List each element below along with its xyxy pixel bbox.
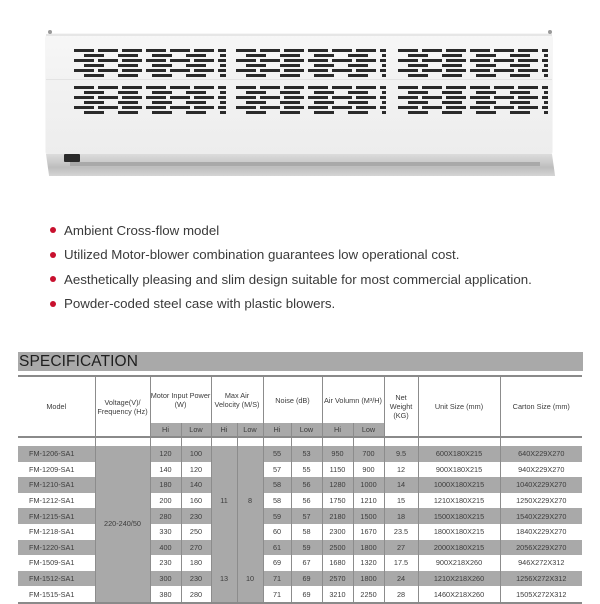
control-switch-icon bbox=[64, 154, 80, 162]
air-curtain-housing bbox=[46, 34, 552, 154]
grille-slot-row bbox=[398, 106, 548, 109]
cell-power-low: 250 bbox=[181, 524, 211, 540]
grille-slot-row bbox=[398, 86, 548, 89]
cell-carton-size: 1256X272X312 bbox=[500, 571, 582, 587]
cell-unit-size: 1000X180X215 bbox=[418, 477, 500, 493]
mount-screw-icon bbox=[548, 30, 552, 34]
grille-slot-row bbox=[398, 74, 548, 77]
cell-volume-low: 1670 bbox=[353, 524, 384, 540]
outlet-louver bbox=[70, 162, 540, 166]
cell-carton-size: 1040X229X270 bbox=[500, 477, 582, 493]
cell-volume-low: 700 bbox=[353, 446, 384, 462]
cell-net-weight: 15 bbox=[384, 493, 418, 509]
cell-unit-size: 600X180X215 bbox=[418, 446, 500, 462]
subheader-velocity-hi: Hi bbox=[211, 423, 237, 437]
cell-volume-hi: 2570 bbox=[322, 571, 353, 587]
grille-slot-row bbox=[74, 69, 226, 72]
intake-grille bbox=[398, 86, 548, 120]
grille-slot-row bbox=[236, 106, 386, 109]
cell-carton-size: 946X272X312 bbox=[500, 555, 582, 571]
bullet-icon bbox=[50, 301, 56, 307]
grille-slot-row bbox=[236, 64, 386, 67]
grille-slot-row bbox=[398, 101, 548, 104]
header-voltage: Voltage(V)/ Frequency (Hz) bbox=[95, 376, 150, 437]
subheader-power-hi: Hi bbox=[150, 423, 181, 437]
grille-slot-row bbox=[236, 54, 386, 57]
cell-noise-hi: 69 bbox=[263, 555, 291, 571]
grille-slot-row bbox=[236, 69, 386, 72]
cell-velocity-hi: 13 bbox=[211, 555, 237, 603]
cell-noise-low: 59 bbox=[291, 540, 322, 556]
cell-noise-low: 58 bbox=[291, 524, 322, 540]
housing-top-edge bbox=[46, 34, 552, 36]
cell-model: FM-1220-SA1 bbox=[18, 540, 95, 556]
bullet-icon bbox=[50, 252, 56, 258]
header-motor-power: Motor Input Power (W) bbox=[150, 376, 211, 423]
cell-noise-hi: 55 bbox=[263, 446, 291, 462]
cell-power-low: 160 bbox=[181, 493, 211, 509]
cell-power-low: 100 bbox=[181, 446, 211, 462]
cell-noise-hi: 71 bbox=[263, 571, 291, 587]
spec-title: SPECIFICATION bbox=[18, 352, 583, 371]
cell-unit-size: 1500X180X215 bbox=[418, 508, 500, 524]
cell-volume-hi: 1150 bbox=[322, 462, 353, 478]
grille-slot-row bbox=[236, 111, 386, 114]
cell-volume-hi: 1750 bbox=[322, 493, 353, 509]
grille-slot-row bbox=[398, 64, 548, 67]
subheader-volume-hi: Hi bbox=[322, 423, 353, 437]
cell-net-weight: 17.5 bbox=[384, 555, 418, 571]
cell-velocity-low: 10 bbox=[237, 555, 263, 603]
cell-power-hi: 230 bbox=[150, 555, 181, 571]
cell-noise-low: 56 bbox=[291, 477, 322, 493]
cell-power-hi: 120 bbox=[150, 446, 181, 462]
cell-power-hi: 200 bbox=[150, 493, 181, 509]
subheader-noise-low: Low bbox=[291, 423, 322, 437]
cell-power-hi: 330 bbox=[150, 524, 181, 540]
cell-volume-hi: 1680 bbox=[322, 555, 353, 571]
spec-table-body bbox=[18, 437, 582, 603]
cell-volume-hi: 2300 bbox=[322, 524, 353, 540]
cell-volume-hi: 2180 bbox=[322, 508, 353, 524]
cell-net-weight: 27 bbox=[384, 540, 418, 556]
header-carton-size: Carton Size (mm) bbox=[500, 376, 582, 437]
cell-net-weight: 12 bbox=[384, 462, 418, 478]
feature-text: Powder-coded steel case with plastic blowers. bbox=[64, 296, 336, 312]
housing-seam bbox=[46, 79, 552, 80]
intake-grille bbox=[74, 49, 226, 79]
cell-power-hi: 280 bbox=[150, 508, 181, 524]
header-max-air-velocity: Max Air Velocity (M/S) bbox=[211, 376, 263, 423]
cell-net-weight: 18 bbox=[384, 508, 418, 524]
cell-noise-hi: 58 bbox=[263, 477, 291, 493]
cell-power-hi: 400 bbox=[150, 540, 181, 556]
feature-list bbox=[50, 218, 532, 316]
cell-noise-low: 55 bbox=[291, 462, 322, 478]
cell-noise-hi: 60 bbox=[263, 524, 291, 540]
cell-volume-low: 1320 bbox=[353, 555, 384, 571]
subheader-velocity-low: Low bbox=[237, 423, 263, 437]
cell-noise-hi: 58 bbox=[263, 493, 291, 509]
cell-power-low: 230 bbox=[181, 508, 211, 524]
cell-volume-hi: 3210 bbox=[322, 586, 353, 603]
cell-power-hi: 380 bbox=[150, 586, 181, 603]
cell-noise-hi: 71 bbox=[263, 586, 291, 603]
grille-slot-row bbox=[74, 86, 226, 89]
subheader-noise-hi: Hi bbox=[263, 423, 291, 437]
grille-slot-row bbox=[398, 91, 548, 94]
cell-net-weight: 23.5 bbox=[384, 524, 418, 540]
cell-model: FM-1210-SA1 bbox=[18, 477, 95, 493]
grille-slot-row bbox=[236, 49, 386, 52]
grille-slot-row bbox=[398, 111, 548, 114]
grille-slot-row bbox=[236, 59, 386, 62]
cell-unit-size: 2000X180X215 bbox=[418, 540, 500, 556]
spacer-row bbox=[18, 437, 582, 446]
grille-slot-row bbox=[74, 54, 226, 57]
feature-item bbox=[50, 243, 532, 268]
cell-power-hi: 300 bbox=[150, 571, 181, 587]
grille-slot-row bbox=[74, 74, 226, 77]
subheader-power-low: Low bbox=[181, 423, 211, 437]
grille-slot-row bbox=[74, 106, 226, 109]
grille-slot-row bbox=[74, 91, 226, 94]
cell-voltage: 220-240/50 bbox=[95, 446, 150, 603]
feature-item bbox=[50, 267, 532, 292]
header-model: Model bbox=[46, 402, 67, 411]
cell-power-low: 120 bbox=[181, 462, 211, 478]
cell-unit-size: 1210X218X260 bbox=[418, 571, 500, 587]
header-air-volume: Air Volumn (M³/H) bbox=[322, 376, 384, 423]
subheader-volume-low: Low bbox=[353, 423, 384, 437]
cell-power-hi: 180 bbox=[150, 477, 181, 493]
grille-slot-row bbox=[398, 54, 548, 57]
grille-slot-row bbox=[398, 69, 548, 72]
cell-volume-low: 1800 bbox=[353, 540, 384, 556]
grille-slot-row bbox=[74, 49, 226, 52]
cell-power-hi: 140 bbox=[150, 462, 181, 478]
feature-item bbox=[50, 218, 532, 243]
cell-power-low: 180 bbox=[181, 555, 211, 571]
cell-carton-size: 640X229X270 bbox=[500, 446, 582, 462]
feature-item bbox=[50, 292, 532, 317]
cell-net-weight: 24 bbox=[384, 571, 418, 587]
mount-screw-icon bbox=[48, 30, 52, 34]
grille-slot-row bbox=[74, 96, 226, 99]
intake-grille bbox=[236, 86, 386, 120]
bullet-icon bbox=[50, 276, 56, 282]
grille-slot-row bbox=[398, 49, 548, 52]
grille-slot-row bbox=[74, 59, 226, 62]
cell-power-low: 140 bbox=[181, 477, 211, 493]
cell-model: FM-1212-SA1 bbox=[18, 493, 95, 509]
cell-model: FM-1218-SA1 bbox=[18, 524, 95, 540]
cell-carton-size: 1505X272X312 bbox=[500, 586, 582, 603]
intake-grille bbox=[74, 86, 226, 120]
cell-carton-size: 940X229X270 bbox=[500, 462, 582, 478]
cell-volume-low: 1800 bbox=[353, 571, 384, 587]
feature-text: Aesthetically pleasing and slim design suitable for most commercial application. bbox=[64, 271, 532, 287]
cell-unit-size: 900X180X215 bbox=[418, 462, 500, 478]
cell-power-low: 270 bbox=[181, 540, 211, 556]
cell-model: FM-1209-SA1 bbox=[18, 462, 95, 478]
cell-noise-low: 56 bbox=[291, 493, 322, 509]
header-net-weight: Net Weight (KG) bbox=[384, 376, 418, 437]
cell-noise-low: 67 bbox=[291, 555, 322, 571]
grille-slot-row bbox=[236, 101, 386, 104]
cell-volume-low: 1210 bbox=[353, 493, 384, 509]
cell-volume-low: 1000 bbox=[353, 477, 384, 493]
cell-noise-low: 53 bbox=[291, 446, 322, 462]
cell-volume-hi: 1280 bbox=[322, 477, 353, 493]
grille-slot-row bbox=[236, 74, 386, 77]
cell-noise-low: 69 bbox=[291, 586, 322, 603]
cell-velocity-hi: 11 bbox=[211, 446, 237, 555]
grille-slot-row bbox=[236, 91, 386, 94]
table-row bbox=[18, 446, 582, 462]
grille-slot-row bbox=[398, 96, 548, 99]
header-noise: Noise (dB) bbox=[263, 376, 322, 423]
grille-slot-row bbox=[398, 59, 548, 62]
header-unit-size: Unit Size (mm) bbox=[418, 376, 500, 437]
cell-unit-size: 900X218X260 bbox=[418, 555, 500, 571]
cell-unit-size: 1460X218X260 bbox=[418, 586, 500, 603]
product-image bbox=[40, 28, 560, 188]
cell-model: FM-1509-SA1 bbox=[18, 555, 95, 571]
cell-power-low: 230 bbox=[181, 571, 211, 587]
cell-unit-size: 1210X180X215 bbox=[418, 493, 500, 509]
grille-slot-row bbox=[236, 86, 386, 89]
cell-volume-low: 900 bbox=[353, 462, 384, 478]
cell-carton-size: 1250X229X270 bbox=[500, 493, 582, 509]
bullet-icon bbox=[50, 227, 56, 233]
cell-net-weight: 28 bbox=[384, 586, 418, 603]
spec-table bbox=[18, 375, 582, 604]
cell-model: FM-1515-SA1 bbox=[18, 586, 95, 603]
cell-power-low: 280 bbox=[181, 586, 211, 603]
feature-text: Ambient Cross-flow model bbox=[64, 222, 220, 238]
cell-carton-size: 1540X229X270 bbox=[500, 508, 582, 524]
cell-net-weight: 9.5 bbox=[384, 446, 418, 462]
grille-slot-row bbox=[74, 64, 226, 67]
cell-noise-hi: 61 bbox=[263, 540, 291, 556]
cell-volume-low: 2250 bbox=[353, 586, 384, 603]
intake-grille bbox=[398, 49, 548, 79]
cell-unit-size: 1800X180X215 bbox=[418, 524, 500, 540]
cell-model: FM-1206-SA1 bbox=[18, 446, 95, 462]
grille-slot-row bbox=[74, 101, 226, 104]
cell-carton-size: 1840X229X270 bbox=[500, 524, 582, 540]
cell-noise-hi: 59 bbox=[263, 508, 291, 524]
cell-velocity-low: 8 bbox=[237, 446, 263, 555]
intake-grille bbox=[236, 49, 386, 79]
cell-model: FM-1512-SA1 bbox=[18, 571, 95, 587]
cell-volume-hi: 2500 bbox=[322, 540, 353, 556]
cell-volume-low: 1500 bbox=[353, 508, 384, 524]
grille-slot-row bbox=[236, 96, 386, 99]
cell-noise-hi: 57 bbox=[263, 462, 291, 478]
cell-noise-low: 57 bbox=[291, 508, 322, 524]
cell-model: FM-1215-SA1 bbox=[18, 508, 95, 524]
grille-slot-row bbox=[74, 111, 226, 114]
feature-text: Utilized Motor-blower combination guarantees low operational cost. bbox=[64, 247, 460, 263]
cell-carton-size: 2056X229X270 bbox=[500, 540, 582, 556]
cell-noise-low: 69 bbox=[291, 571, 322, 587]
cell-net-weight: 14 bbox=[384, 477, 418, 493]
cell-volume-hi: 950 bbox=[322, 446, 353, 462]
